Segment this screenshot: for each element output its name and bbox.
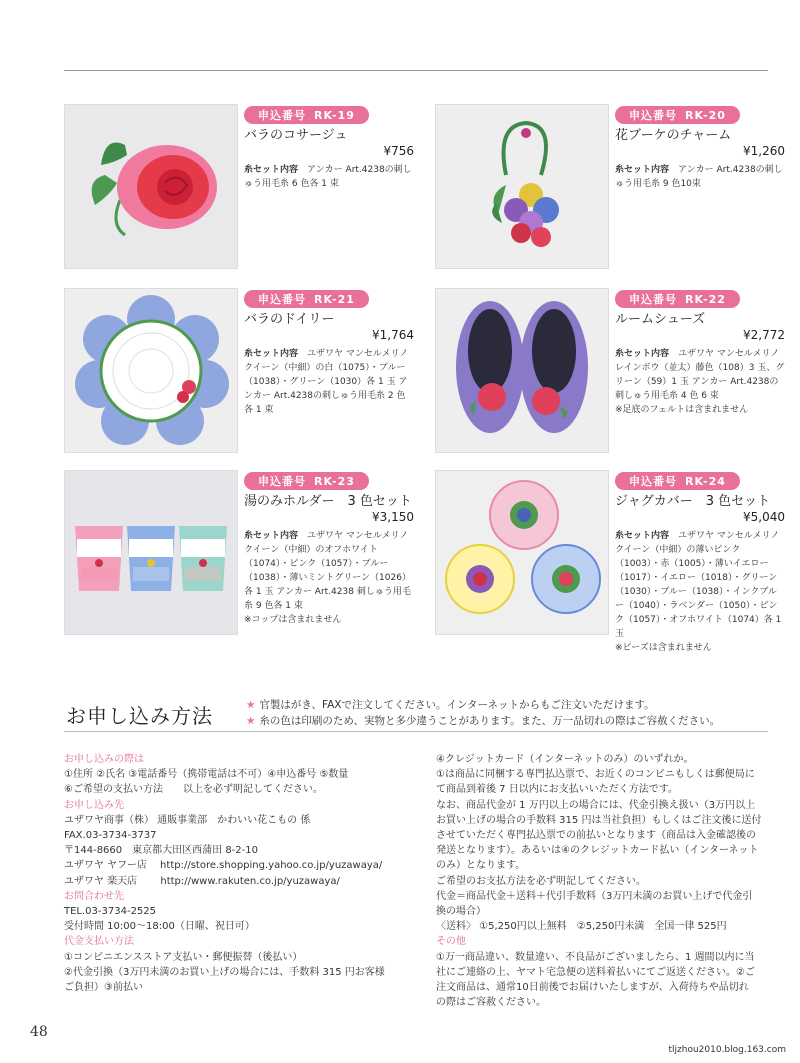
rose-doily-illustration (65, 289, 237, 452)
info-line: お買い上げの場合の手数料 315 円は当社負担）もしくはご注文後に送付 (436, 814, 762, 826)
product-photo (435, 470, 609, 635)
info-line: ①万一商品違い、数量違い、不良品がございましたら、1 週間以内に当 (436, 951, 755, 963)
source-credit: tljzhou2010.blog.163.com (668, 1045, 786, 1055)
product-price: ¥3,150 (372, 510, 414, 524)
order-number-tag: 申込番号 RK-23 (244, 472, 369, 490)
info-line: ①住所 ②氏名 ③電話番号（携帯電話は不可）④申込番号 ⑤数量 (64, 769, 349, 781)
product-name: バラのドイリー (244, 312, 335, 327)
info-line: ⑥ご希望の支払い方法 以上を必ず明記してください。 (64, 784, 323, 796)
room-shoes-illustration (436, 289, 608, 452)
product-rk-20 (435, 104, 785, 269)
order-notes: ★ 官製はがき、FAXで注文してください。インターネットからもご注文いただけます。 ★ 糸の色は印刷のため、実物と多少違うことがあります。また、万一品切れの際はご容赦ください。 (246, 699, 721, 727)
info-heading: その他 (436, 936, 466, 948)
info-line: させていただく専門払込票での前払いとなります（商品は入金確認後の (436, 830, 756, 842)
product-detail: 糸セット内容 アンカー Art.4238の刺しゅう用毛糸 6 色各 1 束 (244, 165, 412, 189)
order-number-tag: 申込番号 RK-19 (244, 106, 369, 124)
order-number-tag: 申込番号 RK-22 (615, 290, 740, 308)
product-photo (435, 104, 609, 269)
star-icon: ★ (246, 699, 256, 711)
info-heading: 代金支払い方法 (64, 936, 134, 948)
info-line: TEL.03-3734-2525 (64, 906, 157, 918)
jug-covers-illustration (436, 471, 608, 634)
info-line: 代金＝商品代金＋送料＋代引手数料（3万円未満のお買い上げで代金引 (436, 890, 753, 902)
product-name: 花ブーケのチャーム (615, 128, 732, 143)
cup-holders-illustration (65, 471, 237, 634)
product-name: ジャグカバー 3 色セット (615, 494, 771, 509)
info-line: ユザワヤ商事（株） 通販事業部 かわいい花こもの 係 (64, 814, 311, 826)
product-price: ¥5,040 (743, 510, 785, 524)
product-detail: 糸セット内容 ユザワヤ マンセルメリノクイーン（中細）の薄いピンク（1003）・赤（1005）・薄いイエロー（1017）・イエロー（1018）・グリーン（1030）・ブルー（1038）・インクブルー（1040）・ラベンダー（1050）・ピンク（1057）・オフホワイト（1074）各 1 玉 ※ビーズは含まれません (615, 531, 782, 653)
product-photo (64, 470, 238, 635)
product-price: ¥1,260 (743, 144, 785, 158)
info-heading: お申し込み先 (64, 799, 124, 811)
order-info-left-column (64, 752, 424, 995)
info-line: 注文商品は、通常10日前後でお届けいたしますが、入荷待ちや品切れ (436, 982, 749, 994)
info-heading: お問合わせ先 (64, 890, 124, 902)
product-price: ¥2,772 (743, 328, 785, 342)
product-rk-24 (435, 470, 785, 653)
product-name: 湯のみホルダー 3 色セット (244, 494, 412, 509)
star-icon: ★ (246, 715, 256, 727)
product-name: バラのコサージュ (244, 128, 348, 143)
product-photo (64, 104, 238, 269)
product-rk-21 (64, 288, 414, 453)
order-info-right-column (436, 752, 776, 1010)
info-line: の際はご容赦ください。 (436, 997, 546, 1009)
order-number-tag: 申込番号 RK-21 (244, 290, 369, 308)
info-line: て商品到着後 7 日以内にお支払いいただく方法です。 (436, 784, 678, 796)
top-rule (64, 70, 768, 71)
section-divider (64, 731, 768, 732)
product-photo (435, 288, 609, 453)
info-line: ユザワヤ ヤフー店 http://store.shopping.yahoo.co.jp/yuzawaya/ (64, 860, 383, 872)
product-photo (64, 288, 238, 453)
info-line: ユザワヤ 楽天店 http://www.rakuten.co.jp/yuzawaya/ (64, 875, 340, 887)
rose-corsage-illustration (65, 105, 237, 268)
info-line: のみ）となります。 (436, 860, 526, 872)
order-section-title: お申し込み方法 (66, 704, 213, 728)
info-heading: お申し込みの際は (64, 754, 144, 765)
product-detail: 糸セット内容 ユザワヤ マンセルメリノクイーン（中細）のオフホワイト（1074）・ピンク（1057）・ブルー（1038）・薄いミントグリーン（1026）各 1 玉 アンカー Art.4238 刺しゅう用毛糸 9 色各 1 束 ※コップは含まれません (244, 531, 411, 625)
product-name: ルームシューズ (615, 312, 706, 327)
info-line: 発送となります）。あるいは④のクレジットカード払い（インターネット (436, 845, 759, 857)
info-line: ②代金引換（3万円未満のお買い上げの場合には、手数料 315 円お客様 (64, 966, 385, 978)
product-rk-19 (64, 104, 414, 269)
order-number-tag: 申込番号 RK-20 (615, 106, 740, 124)
product-detail: 糸セット内容 アンカー Art.4238の刺しゅう用毛糸 9 色10束 (615, 165, 783, 189)
info-line: ご負担）③前払い (64, 982, 143, 994)
page-number: 48 (30, 1024, 48, 1040)
info-line: ①は商品に同梱する専門払込票で、お近くのコンビニもしくは郵便局に (436, 769, 755, 781)
product-rk-23 (64, 470, 414, 635)
info-line: ④クレジットカード（インターネットのみ）のいずれか。 (436, 754, 694, 765)
product-rk-22 (435, 288, 785, 453)
bouquet-charm-illustration (436, 105, 608, 268)
info-line: 換の場合） (436, 906, 486, 918)
product-detail: 糸セット内容 ユザワヤ マンセルメリノクイーン（中細）の白（1075）・ブルー（1038）・グリーン（1030）各 1 玉 アンカー Art.4238の刺しゅう用毛糸 2 色各 1 束 (244, 349, 409, 415)
product-price: ¥1,764 (372, 328, 414, 342)
info-line: 社にご連絡の上、ヤマト宅急便の送料着払いにてご返送ください。②ご (436, 966, 755, 978)
order-number-tag: 申込番号 RK-24 (615, 472, 740, 490)
info-line: FAX.03-3734-3737 (64, 830, 157, 842)
info-line: 受付時間 10:00～18:00（日曜、祝日可） (64, 921, 255, 933)
info-line: 〒144-8660 東京都大田区西蒲田 8-2-10 (64, 845, 258, 857)
info-line: ご希望のお支払方法を必ず明記してください。 (436, 875, 646, 887)
product-price: ¥756 (383, 144, 414, 158)
product-detail: 糸セット内容 ユザワヤ マンセルメリノレインボウ（並太）藤色（108）3 玉、グリーン（59）1 玉 アンカー Art.4238の刺しゅう用毛糸 4 色 6 束 ※足底のフェルトは含まれません (615, 349, 785, 415)
info-line: なお、商品代金が 1 万円以上の場合には、代金引換え扱い（3万円以上 (436, 799, 756, 811)
info-line: 〈送料〉 ①5,250円以上無料 ②5,250円未満 全国一律 525円 (436, 921, 727, 933)
info-line: ①コンビニエンスストア支払い・郵便振替（後払い） (64, 951, 303, 963)
